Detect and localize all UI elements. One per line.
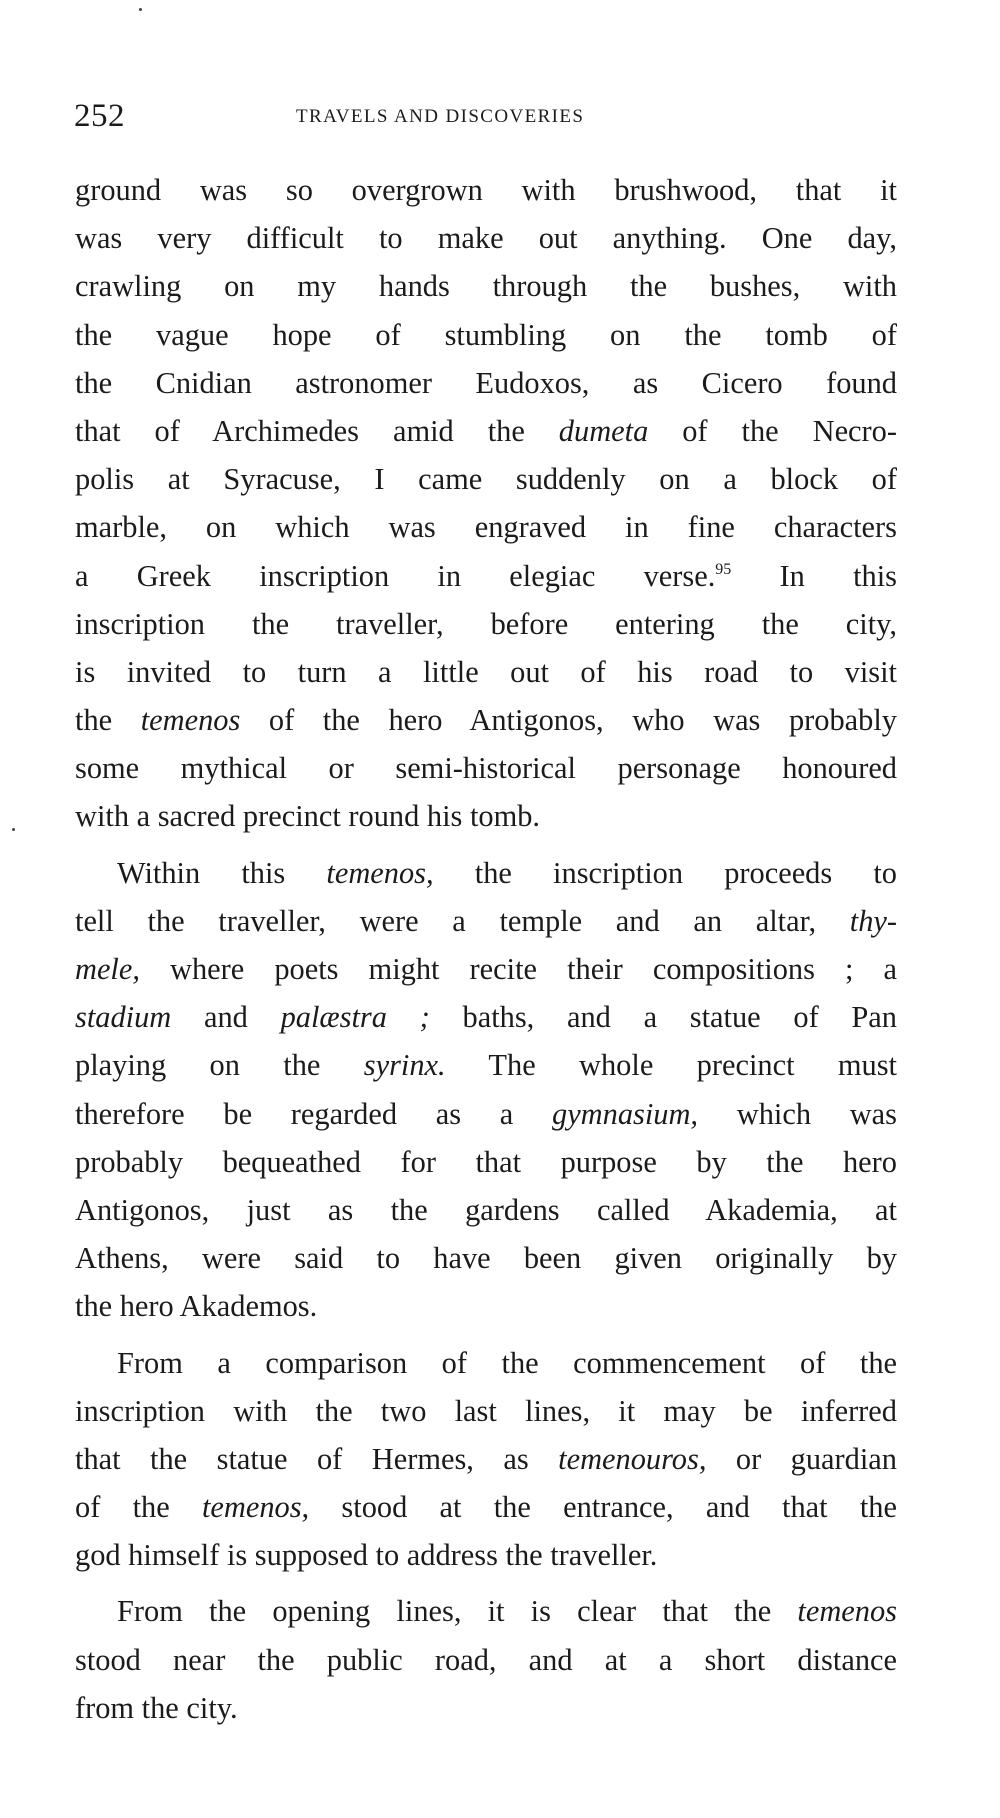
text-run: stood at the entrance, and that the [309, 1490, 897, 1525]
footnote-marker: 95 [715, 560, 732, 578]
text-run: stood near the public road, and at a short distance [75, 1642, 897, 1677]
italic-term: gymnasium, [552, 1096, 699, 1131]
italic-term: temenos [797, 1594, 897, 1629]
running-head [74, 96, 896, 140]
italic-term: temenouros, [558, 1441, 707, 1476]
text-run: of the Necro- [648, 413, 897, 448]
paragraph [75, 1339, 897, 1580]
text-line [75, 1587, 897, 1635]
italic-term: temenos, [326, 855, 434, 890]
text-run: ground was so overgrown with brushwood, that it [75, 173, 897, 207]
text-run: baths, and a statue of Pan [429, 1000, 897, 1035]
text-run: of the [75, 1490, 202, 1525]
text-run: polis at Syracuse, I came suddenly on a block of [75, 462, 897, 497]
text-line [75, 1387, 897, 1435]
text-line [75, 600, 897, 648]
text-line [75, 1041, 897, 1089]
text-line [75, 1483, 897, 1531]
text-run: inscription the traveller, before entering the city, [75, 606, 897, 641]
text-line [75, 503, 897, 551]
text-line [75, 1636, 897, 1684]
text-run: probably bequeathed for that purpose by the hero [75, 1144, 897, 1179]
text-line [75, 262, 897, 310]
italic-term: temenos, [201, 1490, 310, 1525]
text-line [75, 1684, 897, 1732]
text-line [75, 1531, 897, 1579]
text-run: or guardian [706, 1441, 897, 1476]
text-line [75, 1435, 897, 1483]
text-run: In this [731, 558, 897, 593]
text-run: marble, on which was engraved in fine characters [75, 510, 897, 545]
italic-term: mele, [75, 952, 140, 986]
text-run: the inscription proceeds to [433, 855, 897, 890]
italic-term: temenos [140, 703, 241, 738]
paragraph [75, 849, 897, 1331]
text-run: playing on the [75, 1048, 364, 1083]
text-line [75, 696, 897, 744]
text-run: from the city. [75, 1690, 238, 1725]
text-line [75, 311, 897, 359]
italic-term: stadium [75, 1000, 172, 1035]
text-run: Antigonos, just as the gardens called Akademia, at [75, 1192, 897, 1227]
page-number: 252 [74, 98, 125, 134]
print-speck [139, 8, 142, 11]
text-run: of the hero Antigonos, who was probably [240, 703, 897, 738]
text-line [75, 1234, 897, 1282]
text-run: The whole precinct must [445, 1048, 897, 1083]
text-line [75, 1339, 897, 1387]
text-run: From the opening lines, it is clear that the [117, 1594, 798, 1629]
text-run: a Greek inscription in elegiac verse. [75, 558, 716, 593]
text-line [75, 1186, 897, 1234]
text-run: the vague hope of stumbling on the tomb of [75, 317, 897, 352]
text-run: the [75, 703, 141, 738]
text-run: therefore be regarded as a [75, 1096, 552, 1131]
text-run: which was [698, 1096, 897, 1131]
text-line [75, 897, 897, 945]
text-line [75, 359, 897, 407]
italic-term: thy- [849, 903, 897, 938]
italic-term: palæstra ; [280, 1000, 430, 1035]
text-line [75, 648, 897, 696]
text-run: From a comparison of the commencement of the [117, 1345, 897, 1380]
italic-term: dumeta [558, 413, 649, 448]
text-line [75, 1282, 897, 1330]
text-line [75, 455, 897, 503]
text-line [75, 945, 897, 993]
text-run: inscription with the two last lines, it may be inferred [75, 1393, 897, 1428]
text-line [75, 849, 897, 897]
text-run: was very difficult to make out anything. One day, [75, 221, 897, 256]
text-run: with a sacred precinct round his tomb. [75, 799, 541, 834]
paragraph [75, 166, 897, 841]
text-line [75, 1090, 897, 1138]
text-run: where poets might recite their compositions ; a [139, 952, 897, 986]
print-speck [12, 828, 15, 831]
text-line [75, 993, 897, 1041]
text-run: the hero Akademos. [75, 1289, 318, 1324]
text-line [75, 792, 897, 840]
text-line [75, 214, 897, 262]
text-line [75, 1138, 897, 1186]
text-run: tell the traveller, were a temple and an altar, [75, 903, 850, 938]
italic-term: syrinx. [363, 1048, 446, 1083]
text-run: that of Archimedes amid the [75, 413, 559, 448]
text-run: the Cnidian astronomer Eudoxos, as Cicero found [75, 365, 897, 400]
paragraph [75, 1587, 897, 1732]
text-run: and [171, 1000, 281, 1035]
body-text [75, 166, 897, 1732]
text-line [75, 166, 897, 214]
running-title: TRAVELS AND DISCOVERIES [296, 106, 585, 127]
text-line [75, 407, 897, 455]
text-line [75, 552, 897, 600]
text-run: some mythical or semi-historical personage honoured [75, 751, 897, 786]
text-run: Athens, were said to have been given originally by [75, 1241, 897, 1276]
text-run: crawling on my hands through the bushes, with [75, 269, 897, 304]
text-run: is invited to turn a little out of his road to visit [75, 654, 897, 689]
text-run: that the statue of Hermes, as [75, 1441, 559, 1476]
text-line [75, 744, 897, 792]
text-run: Within this [117, 855, 327, 890]
text-run: god himself is supposed to address the traveller. [75, 1538, 658, 1573]
